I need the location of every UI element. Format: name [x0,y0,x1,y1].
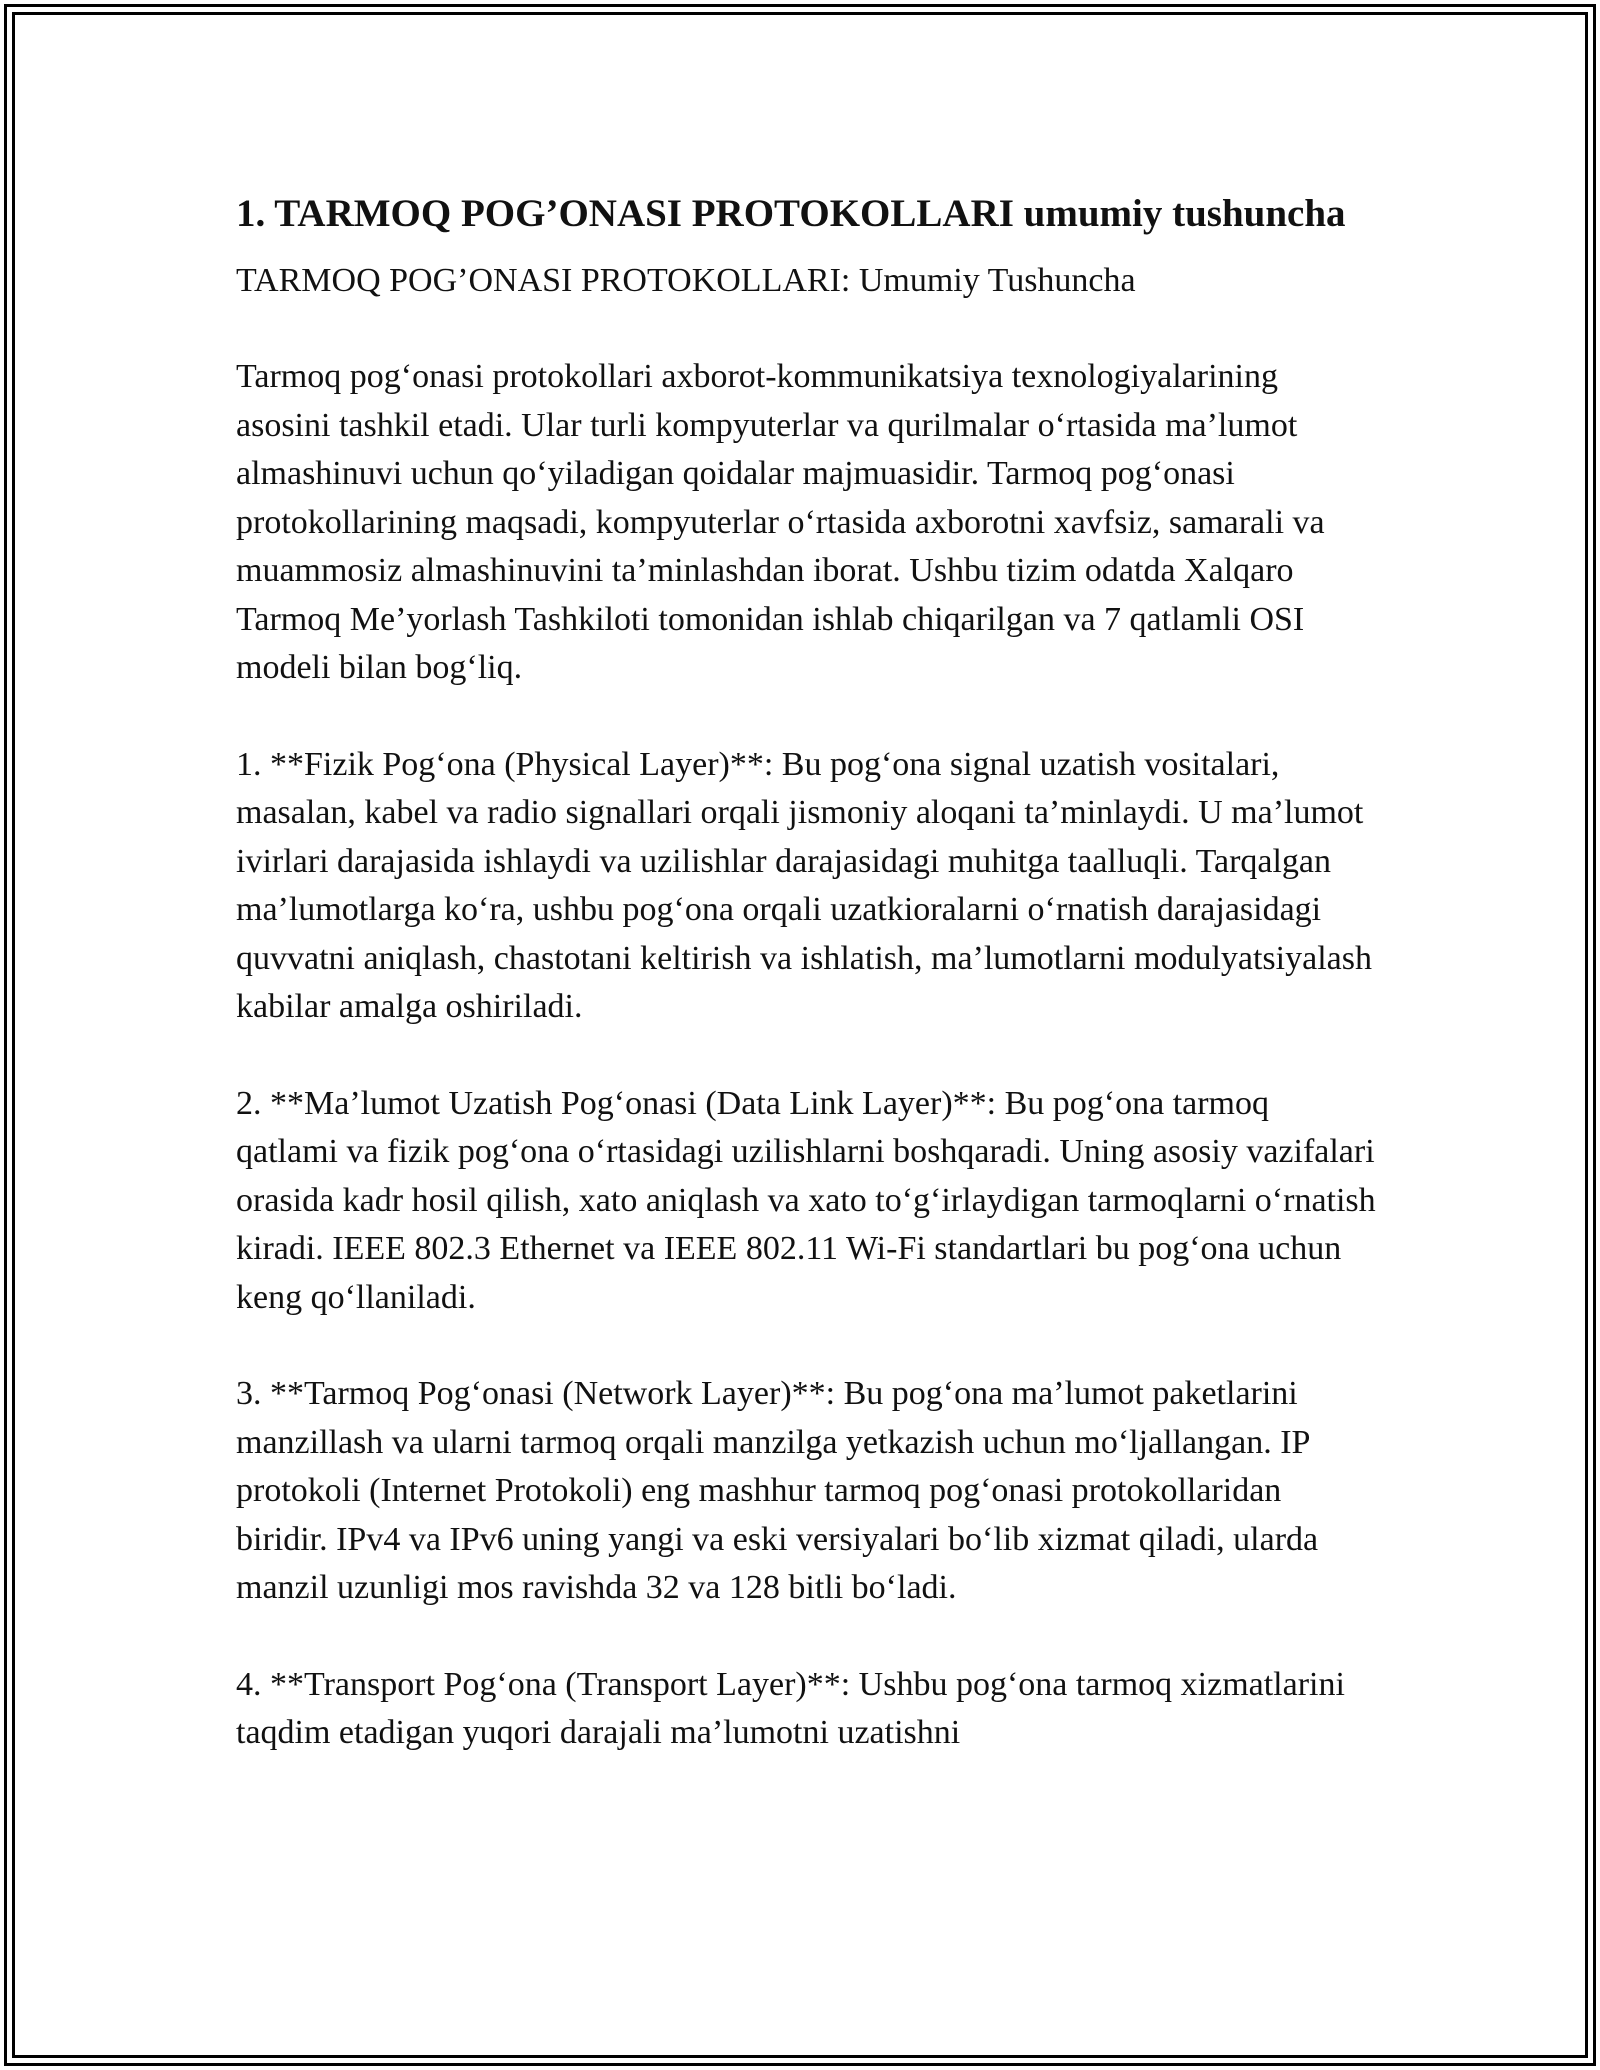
paragraph-network-layer: 3. **Tarmoq Pog‘onasi (Network Layer)**: Bu pog‘ona ma’lumot paketlarini manzillash va ularni tarmoq orqali manzilga yetkazish uchun mo‘ljallangan. IP protokoli (Internet Protokoli) eng mashhur tarmoq pog‘onasi protokollaridan biridir. IPv4 va IPv6 uning yangi va eski versiyalari bo‘lib xizmat qiladi, ularda manzil uzunligi mos ravishda 32 va 128 bitli bo‘ladi. [236,1375,1319,1606]
paragraph-physical-layer: 1. **Fizik Pog‘ona (Physical Layer)**: Bu pog‘ona signal uzatish vositalari, masalan, kabel va radio signallari orqali jismoniy aloqani ta’minlaydi. U ma’lumot ivirlari darajasida ishlaydi va uzilishlar darajasidagi muhitga taalluqli. Tarqalgan ma’lumotlarga ko‘ra, ushbu pog‘ona orqali uzatkioralarni o‘rnatish darajasidagi quvvatni aniqlash, chastotani keltirish va ishlatish, ma’lumotlarni modulyatsiyalash kabilar amalga oshiriladi. [236,745,1372,1025]
document-title: 1. TARMOQ POG’ONASI PROTOKOLLARI umumiy tushuncha [236,192,1346,235]
paragraph-intro: Tarmoq pog‘onasi protokollari axborot-kommunikatsiya texnologiyalarining asosini tashkil etadi. Ular turli kompyuterlar va qurilmalar o‘rtasida ma’lumot almashinuvi uchun qo‘yiladigan qoidalar majmuasidir. Tarmoq pog‘onasi protokollarining maqsadi, kompyuterlar o‘rtasida axborotni xavfsiz, samarali va muammosiz almashinuvini ta’minlashdan iborat. Ushbu tizim odatda Xalqaro Tarmoq Me’yorlash Tashkiloti tomonidan ishlab chiqarilgan va 7 qatlamli OSI modeli bilan bog‘liq. [236,358,1325,686]
paragraph-transport-layer: 4. **Transport Pog‘ona (Transport Layer)**: Ushbu pog‘ona tarmoq xizmatlarini taqdim etadigan yuqori darajali ma’lumotni uzatishni [236,1665,1345,1751]
document-body [236,186,1376,1758]
paragraph-data-link-layer: 2. **Ma’lumot Uzatish Pog‘onasi (Data Link Layer)**: Bu pog‘ona tarmoq qatlami va fizik pog‘ona o‘rtasidagi uzilishlarni boshqaradi. Uning asosiy vazifalari orasida kadr hosil qilish, xato aniqlash va xato to‘g‘irlaydigan tarmoqlarni o‘rnatish kiradi. IEEE 802.3 Ethernet va IEEE 802.11 Wi-Fi standartlari bu pog‘ona uchun keng qo‘llaniladi. [236,1084,1376,1316]
document-subtitle: TARMOQ POG’ONASI PROTOKOLLARI: Umumiy Tushuncha [236,262,1136,299]
